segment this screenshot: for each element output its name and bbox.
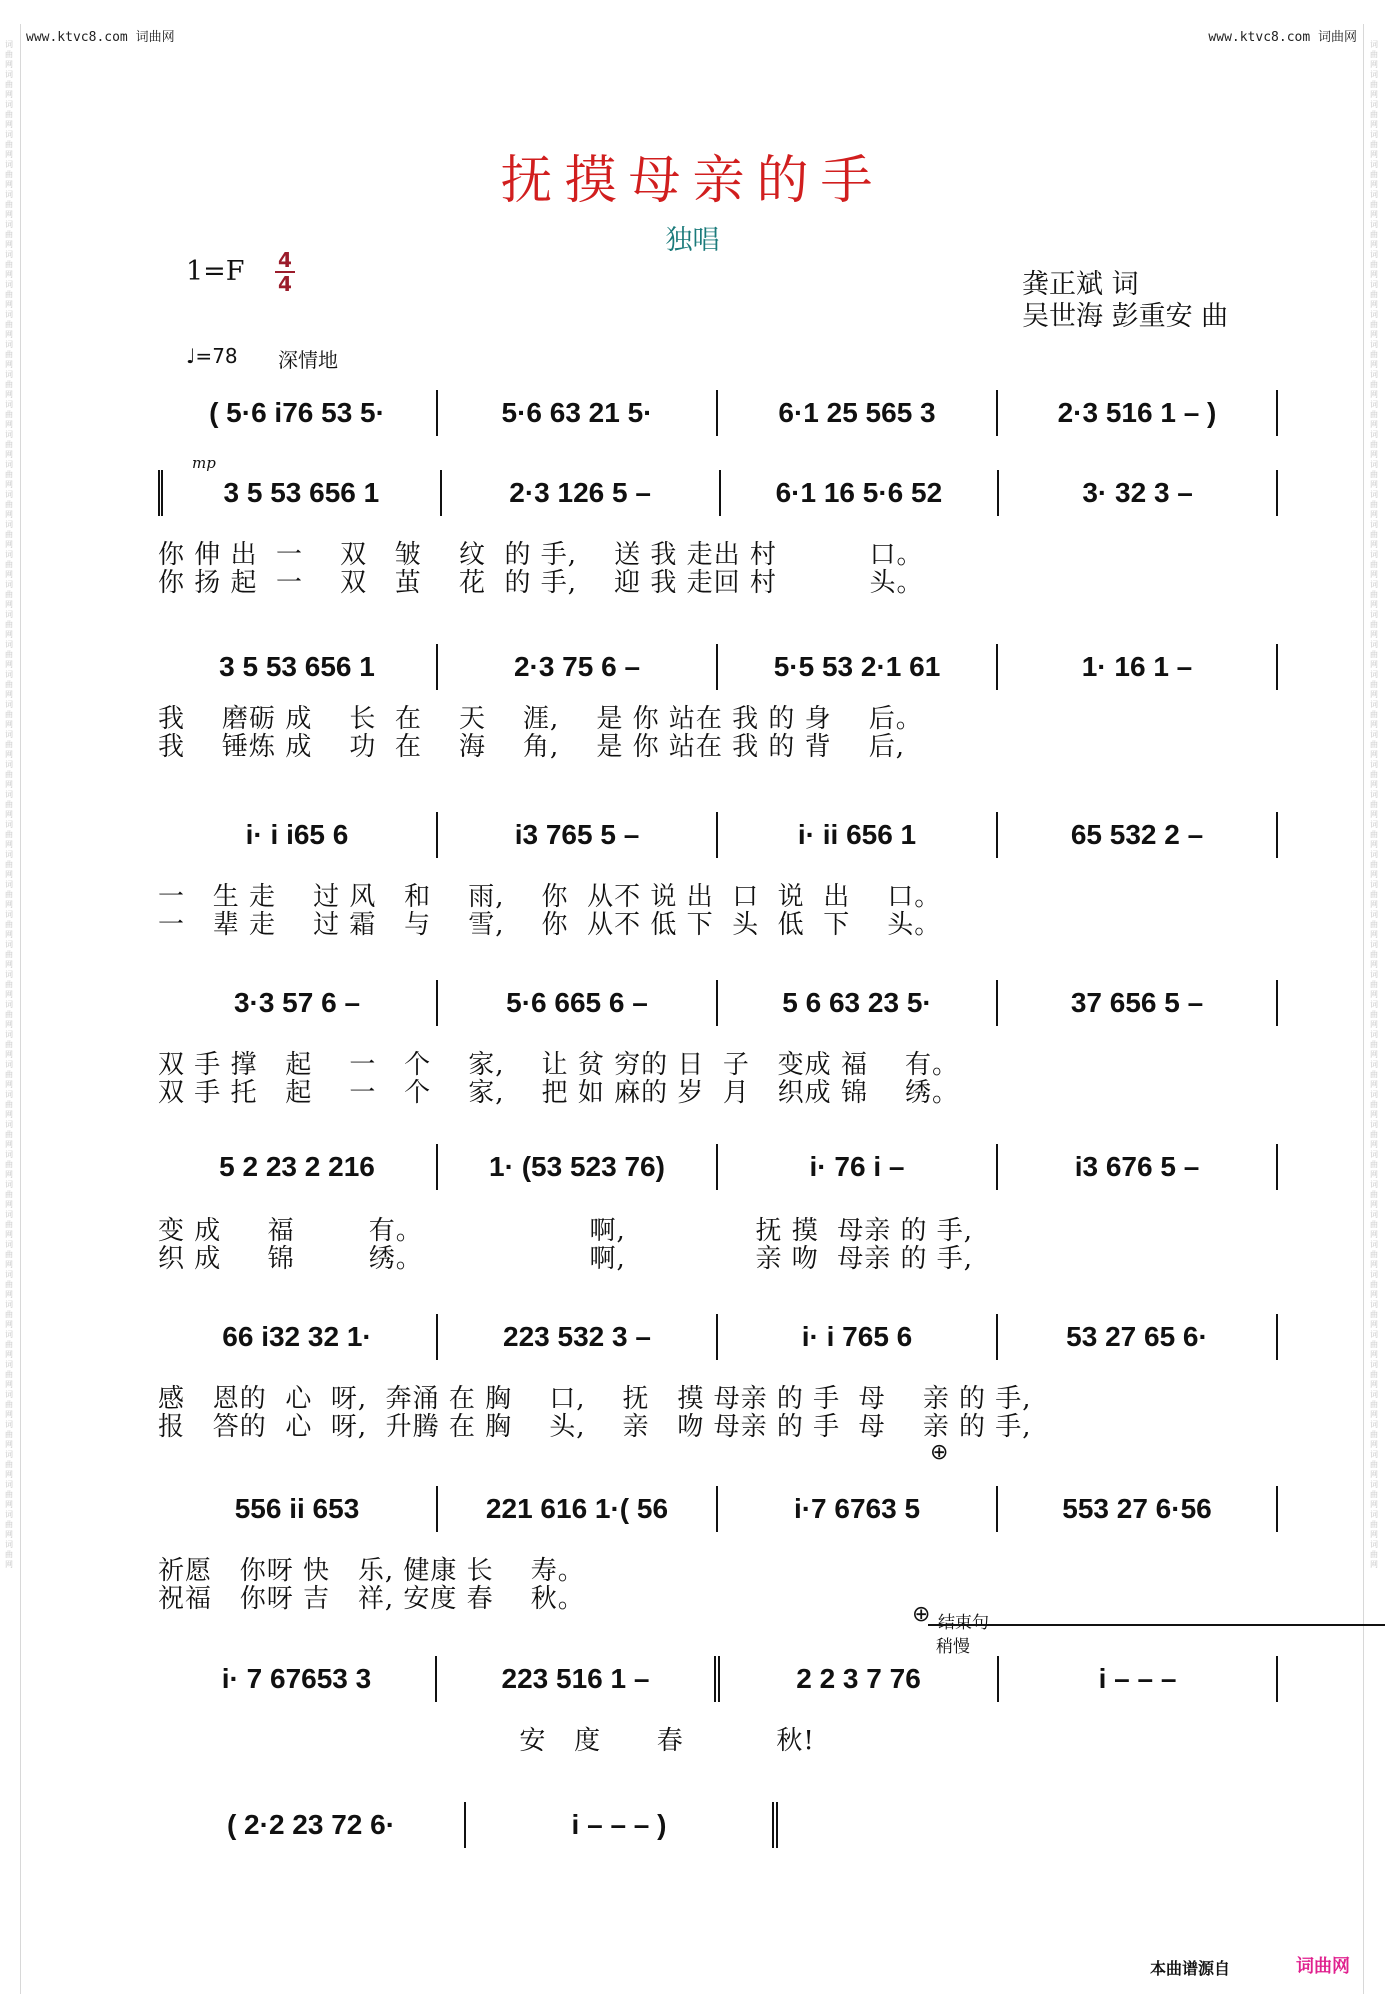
dynamic-mark: mp (192, 454, 216, 472)
ending-bracket (928, 1624, 1385, 1650)
coda-icon: ⊕ (930, 1440, 949, 1465)
measure: 223 516 1 – (437, 1656, 720, 1702)
time-signature (275, 250, 295, 294)
lyric-line-1: 祈愿 你呀 快 乐, 健康 长 寿。 (158, 1556, 585, 1586)
footer-source: 本曲谱源自 (1150, 1959, 1231, 1978)
measure: 1· 16 1 – (998, 644, 1278, 690)
measure: 3 5 53 656 1 (158, 644, 438, 690)
measure: i· ii 656 1 (718, 812, 998, 858)
side-watermark-left: 词曲网词曲网词曲网词曲网词曲网词曲网词曲网词曲网词曲网词曲网词曲网词曲网词曲网词曲网词曲网词曲网词曲网词曲网词曲网词曲网词曲网词曲网词曲网词曲网词曲网词曲网词曲网词曲网词曲网词曲网词曲网词曲网词曲网词曲网词曲网词曲网词曲网词曲网词曲网词曲网词曲网词曲网词曲网词曲网词曲网词曲网词曲网词曲网词曲网词曲网词曲网 (5, 40, 13, 1569)
measure: 5 2 23 2 216 (158, 1144, 438, 1190)
measure: i· 7 67653 3 (158, 1656, 437, 1702)
side-watermark-right: 词曲网词曲网词曲网词曲网词曲网词曲网词曲网词曲网词曲网词曲网词曲网词曲网词曲网词曲网词曲网词曲网词曲网词曲网词曲网词曲网词曲网词曲网词曲网词曲网词曲网词曲网词曲网词曲网词曲网词曲网词曲网词曲网词曲网词曲网词曲网词曲网词曲网词曲网词曲网词曲网词曲网词曲网词曲网词曲网词曲网词曲网词曲网词曲网词曲网词曲网词曲网 (1370, 40, 1378, 1569)
measure: i· i i65 6 (158, 812, 438, 858)
measure: 2·3 75 6 – (438, 644, 718, 690)
song-subtitle: 独唱 (665, 225, 720, 256)
measure: 221 616 1·( 56 (438, 1486, 718, 1532)
lyric-line-1: 安 度 春 秋! (158, 1726, 815, 1756)
measure: i – – – ) (466, 1802, 778, 1848)
measure: 3·3 57 6 – (158, 980, 438, 1026)
measure: ( 2·2 23 72 6· (158, 1802, 466, 1848)
expression-mark: 深情地 (278, 348, 338, 372)
tempo-mark: ♩=78 (186, 344, 238, 368)
notes-row (158, 642, 1278, 692)
measure: 37 656 5 – (998, 980, 1278, 1026)
measure: i – – – (999, 1656, 1278, 1702)
measure: 1· (53 523 76) (438, 1144, 718, 1190)
coda-icon: ⊕ (912, 1602, 931, 1627)
lyric-line-2: 一 辈 走 过 霜 与 雪, 你 从不 低 下 头 低 下 头。 (158, 910, 942, 940)
measure: 556 ii 653 (158, 1486, 438, 1532)
lyric-line-2: 双 手 托 起 一 个 家, 把 如 麻的 岁 月 织成 锦 绣。 (158, 1078, 959, 1108)
meter-top: 4 (278, 248, 292, 272)
measure: 5 6 63 23 5· (718, 980, 998, 1026)
measure: 2 2 3 7 76 (720, 1656, 999, 1702)
header-site-left: www.ktvc8.com 词曲网 (26, 30, 175, 45)
notes-row (158, 978, 1278, 1028)
lyric-line-1: 我 磨砺 成 长 在 天 涯, 是 你 站在 我 的 身 后。 (158, 704, 923, 734)
measure: i·7 6763 5 (718, 1486, 998, 1532)
lyric-line-1: 感 恩的 心 呀, 奔涌 在 胸 口, 抚 摸 母亲 的 手 母 亲 的 手, (158, 1384, 1032, 1414)
measure: 5·6 665 6 – (438, 980, 718, 1026)
key-signature: 1=F (186, 256, 245, 287)
notes-row (158, 1654, 1278, 1704)
lyric-line-2: 我 锤炼 成 功 在 海 角, 是 你 站在 我 的 背 后, (158, 732, 905, 762)
lyric-line-2: 祝福 你呀 吉 祥, 安度 春 秋。 (158, 1584, 585, 1614)
lyric-line-1: 变 成 福 有。 啊, 抚 摸 母亲 的 手, (158, 1216, 974, 1246)
measure: 5·6 63 21 5· (438, 390, 718, 436)
measure: 2·3 516 1 – ) (998, 390, 1278, 436)
measure: i· 76 i – (718, 1144, 998, 1190)
lyric-line-1: 你 伸 出 一 双 皱 纹 的 手, 送 我 走出 村 口。 (158, 540, 924, 570)
measure: 2·3 126 5 – (442, 470, 721, 516)
notes-row (158, 1800, 778, 1850)
measure: 65 532 2 – (998, 812, 1278, 858)
lyricist-credit: 龚正斌 词 (1022, 269, 1139, 300)
lyric-line-2: 报 答的 心 呀, 升腾 在 胸 头, 亲 吻 母亲 的 手 母 亲 的 手, (158, 1412, 1032, 1442)
measure: i3 765 5 – (438, 812, 718, 858)
notes-row (158, 810, 1278, 860)
notes-row (158, 1312, 1278, 1362)
composer-credit: 吴世海 彭重安 曲 (1022, 301, 1229, 332)
measure: ( 5·6 i76 53 5· (158, 390, 438, 436)
notes-row (158, 1142, 1278, 1192)
lyric-line-2: 织 成 锦 绣。 啊, 亲 吻 母亲 的 手, (158, 1244, 974, 1274)
song-title: 抚摸母亲的手 (500, 151, 885, 211)
footer-logo[interactable]: 词曲网 (1296, 1956, 1350, 1977)
right-margin-line (1363, 24, 1364, 1994)
lyric-line-1: 一 生 走 过 风 和 雨, 你 从不 说 出 口 说 出 口。 (158, 882, 942, 912)
notes-row (158, 388, 1278, 438)
measure: 6·1 16 5·6 52 (721, 470, 1000, 516)
notes-row (158, 468, 1278, 518)
lyric-line-2: 你 扬 起 一 双 茧 花 的 手, 迎 我 走回 村 头。 (158, 568, 924, 598)
header-site-right: www.ktvc8.com 词曲网 (1208, 30, 1357, 45)
measure: 3 5 53 656 1 (158, 470, 442, 516)
measure: 553 27 6·56 (998, 1486, 1278, 1532)
measure: 66 i32 32 1· (158, 1314, 438, 1360)
left-margin-line (20, 24, 21, 1994)
measure: 6·1 25 565 3 (718, 390, 998, 436)
measure: 3· 32 3 – (999, 470, 1278, 516)
notes-row (158, 1484, 1278, 1534)
measure: 5·5 53 2·1 61 (718, 644, 998, 690)
meter-bottom: 4 (278, 272, 292, 296)
measure: 53 27 65 6· (998, 1314, 1278, 1360)
lyric-line-1: 双 手 撑 起 一 个 家, 让 贫 穷的 日 子 变成 福 有。 (158, 1050, 959, 1080)
ending-label: 结束句 (938, 1613, 989, 1633)
measure: 223 532 3 – (438, 1314, 718, 1360)
measure: i3 676 5 – (998, 1144, 1278, 1190)
ending-tempo: 稍慢 (936, 1637, 970, 1657)
measure: i· i 765 6 (718, 1314, 998, 1360)
